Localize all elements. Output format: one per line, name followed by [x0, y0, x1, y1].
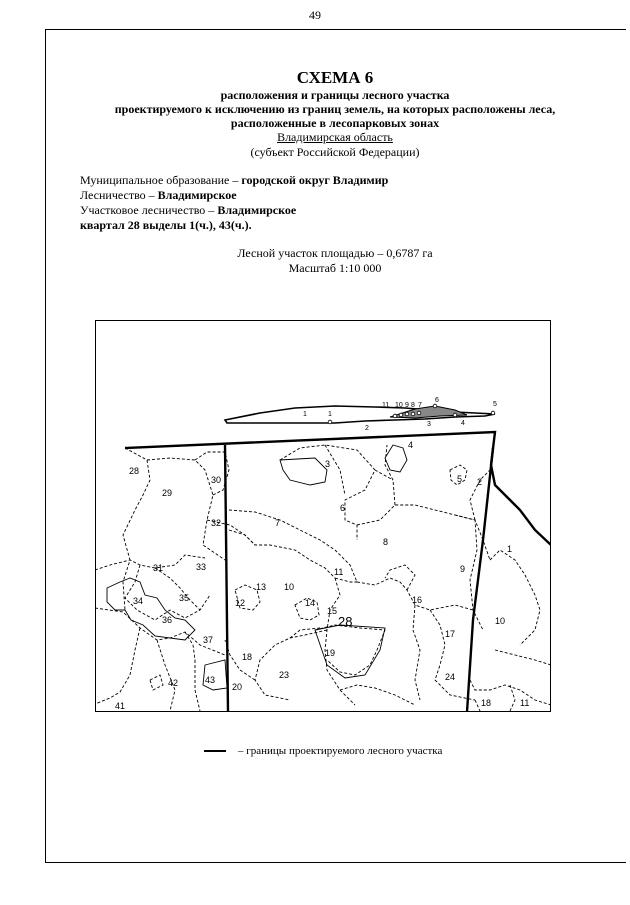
parcel-label: 8: [383, 537, 389, 547]
point-label: 7: [418, 402, 422, 409]
scheme-title: СХЕМА 6: [296, 68, 374, 87]
forestry-value: Владимирское: [157, 188, 237, 202]
subtitle-line-2: проектируемого к исключению из границ земель, на которых расположены леса,: [114, 102, 556, 116]
quarter-number-label: 28: [338, 614, 353, 629]
parcel-label: 12: [235, 598, 246, 608]
forestry-line: [80, 188, 388, 203]
district-value: Владимирское: [217, 203, 297, 217]
quarter-value: квартал 28 выделы 1(ч.), 43(ч.).: [80, 218, 252, 232]
forest-map: [95, 320, 551, 712]
forestry-label: Лесничество –: [80, 188, 158, 202]
parcel-label: 15: [327, 606, 338, 616]
parcel-label: 24: [445, 672, 456, 682]
parcel-label: 13: [256, 582, 267, 592]
point-label: 4: [461, 420, 465, 427]
parcel-label: 18: [481, 698, 492, 708]
parcel-label: 31: [153, 563, 164, 573]
parcel-label: 42: [168, 678, 179, 688]
parcel-label: 1: [507, 544, 513, 554]
municipality-label: Муниципальное образование –: [80, 173, 242, 187]
parcel-label: 43: [205, 675, 216, 685]
point-label: 11: [382, 402, 390, 409]
parcel-label: 10: [284, 582, 295, 592]
point-label: 6: [435, 397, 439, 404]
parcel-label: 33: [196, 562, 207, 572]
subtitle-line-1: расположения и границы лесного участка: [220, 88, 450, 102]
point-label: 2: [365, 425, 369, 432]
point-label: 8: [411, 402, 415, 409]
parcel-label: 35: [179, 593, 190, 603]
parcel-label: 37: [203, 635, 214, 645]
parcel-label: 41: [115, 701, 126, 711]
point-label: 3: [427, 421, 431, 428]
subtitle-line-3: расположенные в лесопарковых зонах: [230, 116, 440, 130]
region-name: Владимирская область: [277, 130, 393, 144]
parcel-label: 17: [445, 629, 456, 639]
parcel-label: 10: [495, 616, 506, 626]
region-note: (субъект Российской Федерации): [250, 145, 420, 159]
parcel-label: 16: [412, 595, 423, 605]
point-label: 9: [405, 402, 409, 409]
point-label: 1: [328, 411, 332, 418]
quarter-line: [80, 218, 388, 233]
parcel-label: 2: [477, 477, 483, 487]
solid-lines: [107, 445, 407, 690]
scale-text: Масштаб 1:10 000: [288, 261, 382, 275]
parcel-label: 7: [275, 518, 281, 528]
title-block: [45, 68, 625, 160]
parcel-label: 36: [162, 615, 173, 625]
point-label: 1: [303, 411, 307, 418]
parcel-labels: [115, 440, 529, 711]
parcel-label: 11: [520, 698, 530, 708]
area-block: [45, 246, 625, 276]
info-block: [80, 173, 388, 233]
parcel-label: 20: [232, 682, 243, 692]
parcel-label: 3: [325, 459, 331, 469]
parcel-label: 29: [162, 488, 173, 498]
district-label: Участковое лесничество –: [80, 203, 218, 217]
parcel-label: 14: [305, 598, 316, 608]
legend-text: – границы проектируемого лесного участка: [238, 745, 443, 757]
district-line: [80, 203, 388, 218]
parcel-label: 9: [460, 564, 466, 574]
parcel-label: 11: [334, 567, 344, 577]
projected-parcel: [225, 404, 495, 424]
legend: [204, 745, 442, 757]
parcel-label: 32: [211, 518, 222, 528]
parcel-label: 23: [279, 670, 290, 680]
page-number: 49: [309, 8, 321, 22]
parcel-label: 5: [457, 474, 463, 484]
parcel-label: 19: [325, 648, 336, 658]
parcel-label: 34: [133, 596, 144, 606]
parcel-label: 28: [129, 466, 140, 476]
area-text: Лесной участок площадью – 0,6787 га: [237, 246, 433, 260]
parcel-label: 4: [408, 440, 414, 450]
municipality-line: [80, 173, 388, 188]
parcel-label: 30: [211, 475, 222, 485]
municipality-value: городской округ Владимир: [241, 173, 389, 187]
legend-line-symbol: [204, 750, 226, 752]
parcel-label: 18: [242, 652, 253, 662]
parcel-boundaries: [95, 445, 551, 711]
point-label: 10: [395, 402, 403, 409]
parcel-label: 6: [340, 503, 346, 513]
point-label: 5: [493, 401, 497, 408]
